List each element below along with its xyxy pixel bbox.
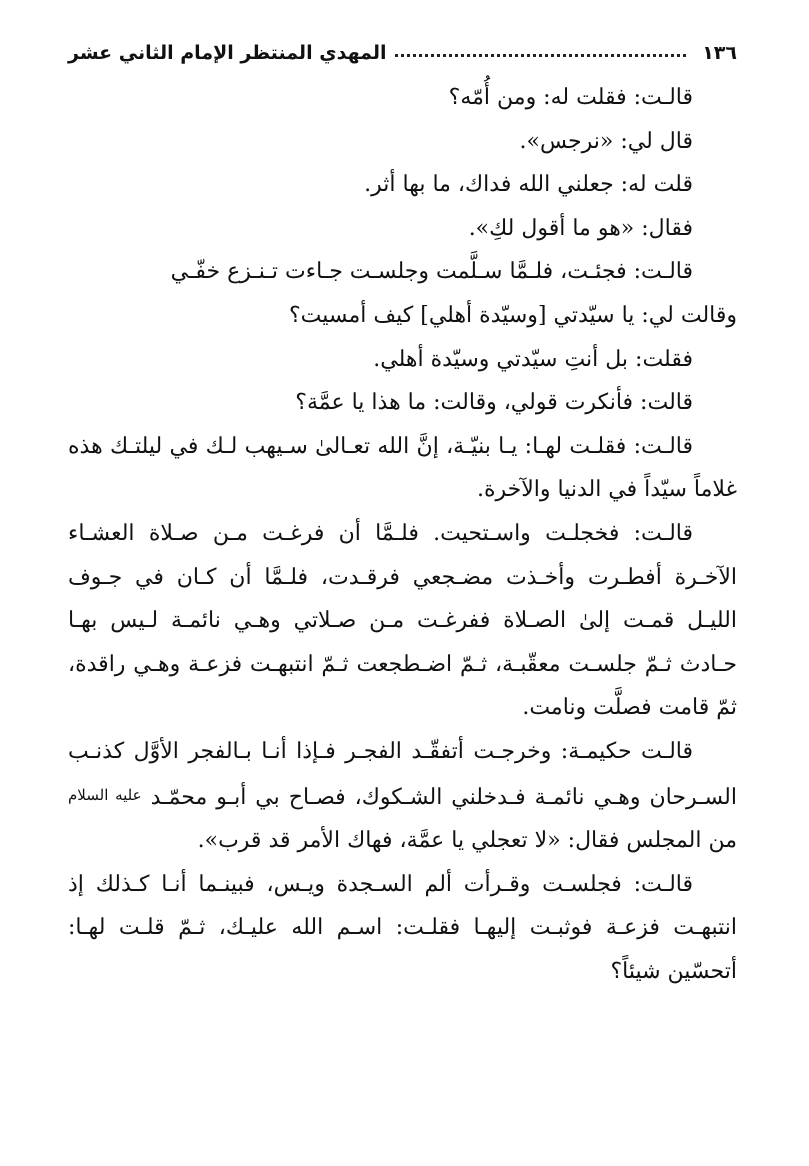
- paragraph-text: قالـت حكيمـة: وخرجـت أتفقّـد الفجـر فـإذا أنـا بـالفجر الأوَّل كذنـب السـرحان وهـي نائمـة فـدخلني الشـكوك، فصـاح بي أبـو محمّـد: [68, 738, 738, 810]
- page-header: [68, 30, 737, 64]
- paragraph: [68, 730, 737, 863]
- running-title: المهدي المنتظر الإمام الثاني عشر: [68, 42, 387, 64]
- page-number: ١٣٦: [702, 42, 737, 64]
- paragraph: قالت: فأنكرت قولي، وقالت: ما هذا يا عمَّة؟: [295, 390, 693, 416]
- dotted-leader: [395, 53, 687, 57]
- body-text: [68, 76, 737, 993]
- honorific-ligature: عليه السلام: [68, 785, 142, 804]
- paragraph: فقلت: بل أنتِ سيّدتي وسيّدة أهلي.: [373, 346, 693, 372]
- paragraph: قالـت: فقلت له: ومن أُمّه؟: [448, 85, 693, 110]
- paragraph: قالـت: فقلـت لهـا: يـا بنيّـة، إنَّ الله تعـالىٰ سـيهب لـك في ليلتـك هذه غلاماً سيّداً في الدنيا والآخرة.: [68, 433, 737, 503]
- paragraph: قالـت: فجلسـت وقـرأت ألم السـجدة ويـس، فبينـما أنـا كـذلك إذ انتبهـت فزعـة فوثبـت إليهـا فقلـت: اسـم الله عليـك، ثـمّ قلـت لهـا: أتحسّين شيئاً؟: [68, 871, 737, 984]
- paragraph: قالـت: فجئـت، فلـمَّا سـلَّمت وجلسـت جـاءت تـنـزع خفّـي: [170, 259, 693, 285]
- paragraph: وقالت لي: يا سيّدتي [وسيّدة أهلي] كيف أمسيت؟: [288, 302, 737, 328]
- paragraph: قلت له: جعلني الله فداك، ما بها أثر.: [364, 172, 693, 198]
- paragraph: قال لي: «نرجس».: [519, 128, 693, 154]
- paragraph: قالـت: فخجلـت واسـتحيت. فلـمَّا أن فرغـت مـن صـلاة العشـاء الآخـرة أفطـرت وأخـذت مضـجعي فرقـدت، فلـمَّا أن كـان في جـوف الليـل قمـت إلىٰ الصـلاة ففرغـت مـن صـلاتي وهـي نائمـة لـيس بهـا حـادث ثـمّ جلسـت معقّبـة، ثـمّ اضـطجعت ثـمّ انتبهـت فزعـة وهـي راقدة، ثمّ قامت فصلَّت ونامت.: [68, 520, 737, 721]
- paragraph-text-tail: من المجلس فقال: «لا تعجلي يا عمَّة، فهاك الأمر قد قرب».: [197, 828, 737, 854]
- paragraph: فقال: «هو ما أقول لكِ».: [468, 215, 693, 241]
